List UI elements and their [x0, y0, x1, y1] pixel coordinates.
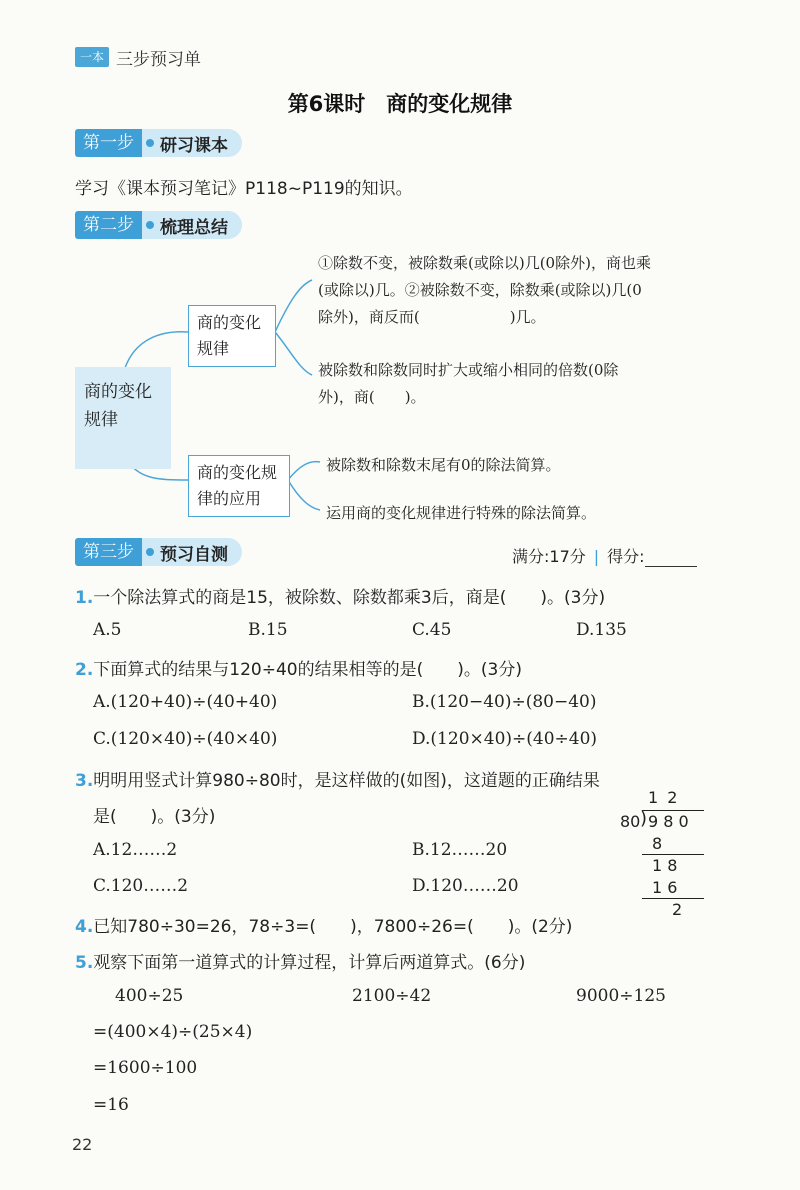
application-text-1: 被除数和除数末尾有0的除法简算。: [326, 456, 561, 474]
question-text: 一个除法算式的商是15，被除数、除数都乘3后，商是( )。(3分): [93, 588, 606, 608]
option[interactable]: C.45: [412, 620, 452, 640]
step2-name: 梳理总结: [160, 217, 228, 238]
ld-remainder: 2: [672, 900, 683, 919]
score-blank[interactable]: [645, 550, 697, 567]
option[interactable]: B.12……20: [412, 840, 508, 860]
question-number: 3.: [75, 771, 94, 791]
bullet-icon: [146, 221, 154, 229]
ld-rule: [642, 854, 704, 855]
step3-number: 第三步: [75, 538, 142, 566]
rule-text-line2: (或除以)几。②被除数不变，除数乘(或除以)几(0: [318, 281, 642, 299]
question-number: 5.: [75, 953, 94, 973]
score-area: [512, 544, 697, 567]
question-text: 下面算式的结果与120÷40的结果相等的是( )。(3分): [93, 660, 522, 680]
option[interactable]: C.(120×40)÷(40×40): [93, 729, 278, 749]
option[interactable]: C.120……2: [93, 876, 189, 896]
option[interactable]: D.135: [576, 620, 627, 640]
question-number: 2.: [75, 660, 94, 680]
question-1: [75, 583, 605, 608]
question-text: 观察下面第一道算式的计算过程，计算后两道算式。(6分): [93, 953, 526, 973]
question-number: 1.: [75, 588, 94, 608]
brand-logo: 一本: [75, 47, 109, 67]
rule-text-line5: 外)，商( )。: [318, 388, 426, 406]
header-title: 三步预习单: [116, 50, 201, 70]
application-text-2: 运用商的变化规律进行特殊的除法简算。: [326, 504, 597, 522]
q5-step-2: =1600÷100: [93, 1058, 198, 1078]
full-score: 满分:17分: [512, 547, 586, 566]
question-number: 4.: [75, 917, 94, 937]
ld-line3: 1 6: [652, 878, 678, 897]
step1-name: 研习课本: [160, 135, 228, 156]
rule-text-line4: 被除数和除数同时扩大或缩小相同的倍数(0除: [318, 361, 619, 379]
rule-text-line3: 除外)，商反而( )几。: [318, 308, 546, 326]
bullet-icon: [146, 139, 154, 147]
option[interactable]: A.(120+40)÷(40+40): [93, 692, 278, 712]
step2-banner: [75, 211, 242, 239]
ld-quotient: 1 2: [648, 788, 680, 807]
question-text: 已知780÷30=26，78÷3=( )，7800÷26=( )。(2分): [93, 917, 573, 937]
question-3-continued: 是( )。(3分): [93, 807, 216, 827]
question-5: [75, 948, 525, 973]
mind-map-root: 商的变化 规律: [75, 367, 171, 469]
lesson-title: 第6课时 商的变化规律: [287, 92, 513, 116]
step1-number: 第一步: [75, 129, 142, 157]
question-4: [75, 912, 572, 937]
option[interactable]: B.(120−40)÷(80−40): [412, 692, 597, 712]
question-2: [75, 655, 522, 680]
ld-divisor: 80: [620, 812, 641, 831]
step3-banner: [75, 538, 242, 566]
ld-bar: [642, 810, 704, 811]
ld-dividend: 9 8 0: [648, 812, 689, 831]
ld-bracket: ): [640, 808, 648, 829]
long-division-figure: [620, 788, 710, 918]
score-label: 得分:: [607, 547, 645, 566]
page-number: 22: [72, 1135, 93, 1154]
q5-step-3: =16: [93, 1095, 129, 1115]
step1-banner: [75, 129, 242, 157]
q5-expression-1: 400÷25: [115, 986, 184, 1006]
step2-number: 第二步: [75, 211, 142, 239]
ld-line1: 8: [652, 834, 663, 853]
question-3: [75, 766, 600, 791]
rule-text-line1: ①除数不变，被除数乘(或除以)几(0除外)，商也乘: [318, 254, 651, 272]
option[interactable]: B.15: [248, 620, 288, 640]
ld-rule: [642, 898, 704, 899]
option[interactable]: A.5: [93, 620, 122, 640]
question-text: 明明用竖式计算980÷80时，是这样做的(如图)，这道题的正确结果: [93, 771, 600, 791]
q5-expression-3: 9000÷125: [576, 986, 666, 1006]
mind-map-node-rule: 商的变化 规律: [188, 305, 276, 367]
q5-step-1: =(400×4)÷(25×4): [93, 1022, 253, 1042]
divider: |: [593, 547, 600, 566]
bullet-icon: [146, 548, 154, 556]
step1-text: 学习《课本预习笔记》P118~P119的知识。: [75, 179, 413, 199]
step3-name: 预习自测: [160, 544, 228, 565]
mind-map-node-application: 商的变化规 律的应用: [188, 455, 290, 517]
option[interactable]: D.120……20: [412, 876, 519, 896]
option[interactable]: A.12……2: [93, 840, 178, 860]
option[interactable]: D.(120×40)÷(40÷40): [412, 729, 598, 749]
ld-line2: 1 8: [652, 856, 678, 875]
q5-expression-2: 2100÷42: [352, 986, 432, 1006]
